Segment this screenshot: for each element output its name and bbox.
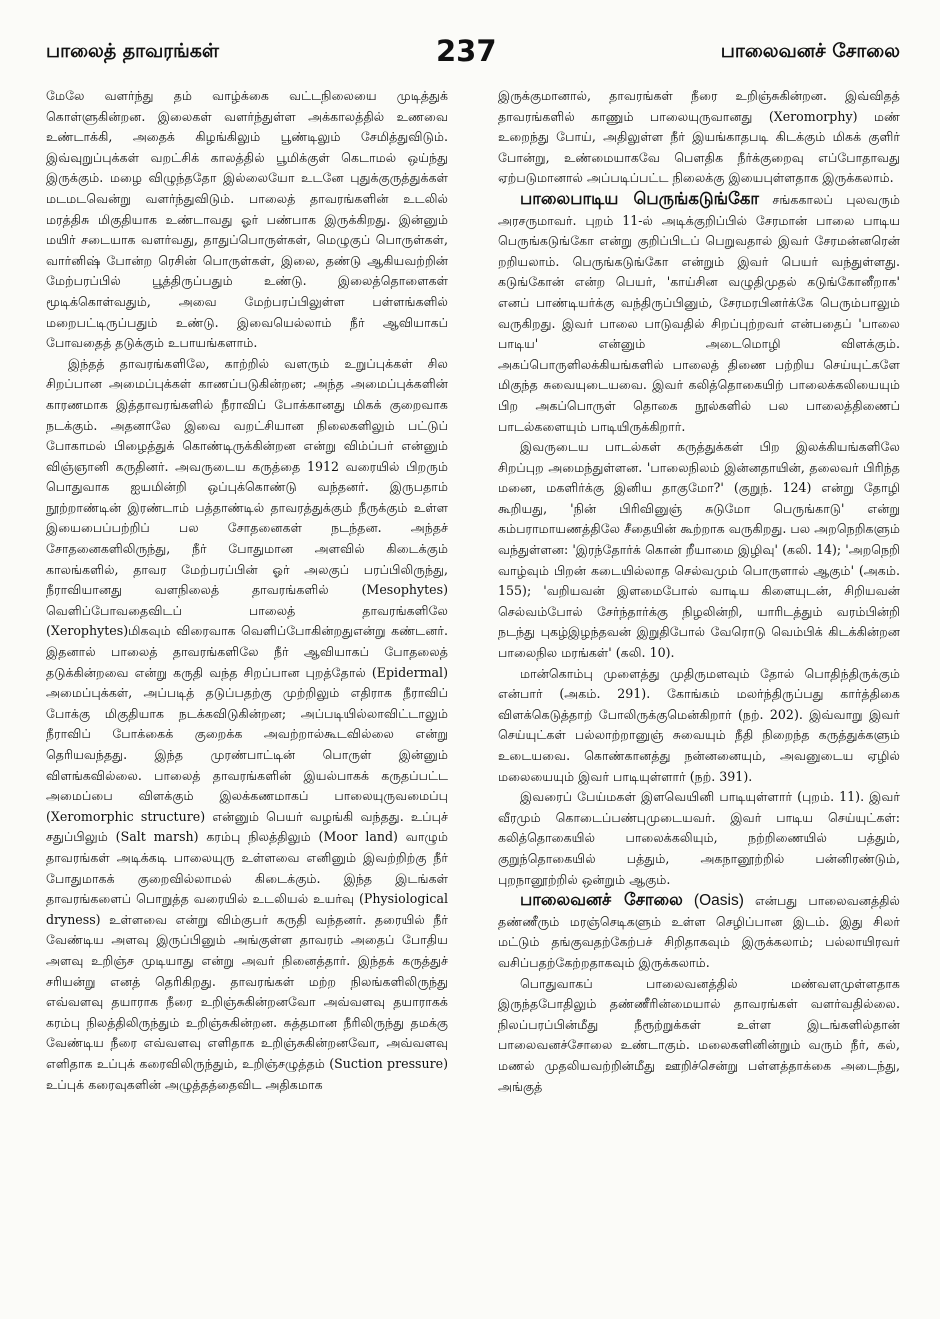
entry-text: சங்ககாலப் புலவரும் அரசருமாவர். புறம் 11-ல் அடிக்குறிப்பில் சேரமான் பாலை பாடிய பெருங்கடுங்கோ என்று குறிப்பிடப் பெறுவதால் இவர் சேரமன்னரென் றறியலாம். பெருங்கடுங்கோ என்றும் இவர் பெயர் வந்துள்ளது. கடுங்கோன் என்ற பெயர், 'காய்சின வழுதிமுதல் கடுங்கோனீறாக' எனப் பாண்டியர்க்கு வந்திருப்பினும், சேரமரபினர்க்கே பெரும்பாலும் வருகிறது. இவர் பாலை பாடுவதில் சிறப்புற்றவர் என்பதைப் 'பாலை பாடிய' என்னும் அடைமொழி விளக்கும். அகப்பொருளிலக்கியங்களில் பாலைத் திணை பற்றிய செய்யுட்களே மிகுந்த சுவையுடையவை. இவர் கலித்தொகையிற் பாலைக்கலியையும் பிற அகப்பொருள் தொகை நூல்களில் பல பாலைத்திணைப் பாடல்களையும் பாடியிருக்கிறார்.	[498, 191, 900, 434]
paragraph: மேலே வளர்ந்து தம் வாழ்க்கை வட்டநிலையை முடித்துக் கொள்ளுகின்றன. இலைகள் வளர்ந்துள்ள அக்காலத்தில் உணவை உண்டாக்கி, அதைக் கிழங்கிலும் பூண்டிலும் சேமித்துவிடும். இவ்வுறுப்புக்கள் வறட்சிக் காலத்தில் பூமிக்குள் கெடாமல் ஒய்ந்து இருக்கும். மழை விழுந்ததோ இல்லையோ உடனே புதுக்குருத்துக்கள் மடமடவென்று வளர்ந்துவிடும். பாலைத் தாவரங்களின் உடலில் மரத்திசு மிகுதியாக உண்டாவது ஓர் பண்பாக இருக்கிறது. இன்னும் மயிர் சடையாக வளர்வது, தாதுப்பொருள்கள், மெழுகுப் பொருள்கள், வார்னிஷ் போன்ற ரெசின் பொருள்கள், இலை, தண்டு ஆகியவற்றின் மேற்பரப்பில் பூத்திருப்பதும் உண்டு. இலைத்தொளைகள் மூடிக்கொள்வதும், அவை மேற்பரப்பிலுள்ள பள்ளங்களில் மறைபட்டிருப்பதும் உண்டு. இவையெல்லாம் நீர் ஆவியாகப் போவதைத் தடுக்கும் உபாயங்களாம்.	[46, 88, 448, 351]
entry-text: என்பது பாலைவனத்தில் தண்ணீரும் மரஞ்செடிகளும் உள்ள செழிப்பான இடம். இது சிலர் மட்டும் தங்குவதற்கேற்பச் சிறிதாகவும் இருக்கலாம்; பல்லாயிரவர் வசிப்பதற்கேற்றதாகவும் இருக்கலாம்.	[498, 893, 900, 970]
left-column	[46, 86, 448, 1291]
right-column	[498, 86, 900, 1291]
entry-paragraph	[498, 890, 900, 973]
entry-term-poet: பாலைபாடிய பெருங்கடுங்கோ	[520, 188, 760, 208]
page-header	[46, 34, 900, 86]
paragraph: மான்கொம்பு முளைத்து முதிருமளவும் தோல் பொதிந்திருக்கும் என்பார் (அகம். 291). கோங்கம் மலர்ந்திருப்பது கார்த்திகை விளக்கெடுத்தாற் போலிருக்குமென்கிறார் (நற். 202). இவ்வாறு இவர் செய்யுட்கள் பல்லாற்றானுஞ் சுவையும் நீதி நிறைந்த கருத்துக்களும் உடையவை. கொண்கானத்து நன்னனையும், அவனுடைய ஏழில் மலையையும் இவர் பாடியுள்ளார் (நற். 391).	[498, 665, 900, 784]
running-head-right: பாலைவனச் சோலை	[720, 40, 900, 62]
paragraph: இவருடைய பாடல்கள் கருத்துக்கள் பிற இலக்கியங்களிலே சிறப்புற அமைந்துள்ளன. 'பாலைநிலம் இன்னதாயின், தலைவர் பிரிந்த மனை, மகளிர்க்கு இனிய தாகுமோ?' (குறுந். 124) என்று தோழி கூறியது, 'நின் பிரிவினுஞ் சுடுமோ பெருங்காடு' என்று கம்பராமாயணத்திலே சீதையின் கூற்றாக வருகிறது. பல அறநெறிகளும் வந்துள்ளன: 'இரந்தோர்க் கொன் றீயாமை இழிவு' (கலி. 14); 'அறநெறி வாழ்வும் பிறன் கடையில்லாத செல்வமும் பொருளால் ஆகும்' (அகம். 155); 'வறியவன் இளமைபோல் வாடிய கிளையுடன், சிறியவன் செல்வம்போல் சேர்ந்தார்க்கு நிழலின்றி, யாரிடத்தும் வரம்பின்றி நடந்து புகழ்இழந்தவன் இறுதிபோல் வேரொடு வெம்பிக் கிடக்கின்றன பாலைநில மரங்கள்' (கலி. 10).	[498, 439, 900, 661]
paragraph: பொதுவாகப் பாலைவனத்தில் மண்வளமுள்ளதாக இருந்தபோதிலும் தண்ணீரின்மையால் தாவரங்கள் வளர்வதில்லை. நிலப்பரப்பின்மீது நீரூற்றுக்கள் உள்ள இடங்களில்தான் பாலைவனச்சோலை உண்டாகும். மலைகளினின்றும் வரும் நீர், கல், மணல் முதலியவற்றின்மீது ஊறிச்சென்று பள்ளத்தாக்கை அடைந்து, அங்குத்	[498, 975, 900, 1094]
running-head-left: பாலைத் தாவரங்கள்	[46, 40, 220, 62]
paragraph: இருக்குமானால், தாவரங்கள் நீரை உறிஞ்சுகின்றன. இவ்விதத் தாவரங்களில் காணும் பாலையுருவானது (Xeromorphy) மண் உறைந்து போய், அதிலுள்ள நீர் இயங்காதபடி கிடக்கும் மிகக் குளிர் போன்று, உண்மையாகவே பௌதிக நீர்க்குறைவு எப்போதாவது ஏற்படுமானால் அப்படிப்பட்ட நிலைக்கு இயைபுள்ளதாக இருக்கலாம்.	[498, 88, 900, 186]
paragraph: இவரைப் பேய்மகள் இளவெயினி பாடியுள்ளார் (புறம். 11). இவர் வீரமும் கொடைப்பண்புமுடையவர். இவர் பாடிய செய்யுட்கள்: கலித்தொகையில் பாலைக்கலியும், நற்றிணையில் பத்தும், குறுந்தொகையில் பத்தும், அகநானூற்றில் பன்னிரண்டும், புறநானூற்றில் ஒன்றும் ஆகும்.	[498, 789, 900, 887]
entry-term-oasis-english: (Oasis)	[693, 892, 744, 910]
two-column-body	[46, 86, 900, 1291]
paragraph: இந்தத் தாவரங்களிலே, காற்றில் வளரும் உறுப்புக்கள் சில சிறப்பான அமைப்புக்கள் காணப்படுகின்றன; அந்த அமைப்புக்களின் காரணமாக இத்தாவரங்களில் நீராவிப் போக்கானது மிகக் குறைவாக நடக்கும். அதனாலே இவை வறட்சியான நிலைகளிலும் பட்டுப் போகாமல் பிழைத்துக் கொண்டிருக்கின்றன என்று விம்ப்பர் என்னும் விஞ்ஞானி கருதினர். அவருடைய கருத்தை 1912 வரையில் பிறரும் பொதுவாக ஐயமின்றி ஒப்புக்கொண்டு வந்தனர். இருபதாம் நூற்றாண்டின் இரண்டாம் பத்தாண்டில் தாவரத்துக்கும் நீருக்கும் உள்ள இயைபைப்பற்றிப் பல சோதனைகள் நடந்தன. அந்தச் சோதனைகளிலிருந்து, நீர் போதுமான அளவில் கிடைக்கும் காலங்களில், தாவர மேற்பரப்பின் ஓர் அலகுப் பரப்பிலிருந்து, நீராவியானது வளநிலைத் தாவரங்களில் (Mesophytes) வெளிப்போவதைவிடப் பாலைத் தாவரங்களிலே (Xerophytes)மிகவும் விரைவாக வெளிப்போகின்றதுஎன்று கண்டனர். இதனால் பாலைத் தாவரங்களிலே நீர் ஆவியாகப் போதலைத் தடுக்கின்றவை என்று கருதி வந்த சிறப்பான புறத்தோல் (Epidermal) அமைப்புக்கள், அப்படித் தடுப்பதற்கு முற்றிலும் எதிராக நீராவிப் போக்கு மிகுதியாக நடக்கவிடுகின்றன; அப்படியில்லாவிட்டாலும் நீராவிப் போக்கைக் குறைக்க அவற்றால்கூடவில்லை என்று தெரியவந்தது. இந்த முரண்பாட்டின் பொருள் இன்னும் விளங்கவில்லை. பாலைத் தாவரங்களின் இயல்பாகக் கருதப்பட்ட அமைப்பை விளக்கும் இலக்கணமாகப் பாலையுருவமைப்பு (Xeromorphic structure) என்னும் பெயர் வழங்கி வந்தது. உப்புச் சதுப்பிலும் (Salt marsh) கரம்பு நிலத்திலும் (Moor land) வாழும் தாவரங்கள் அடிக்கடி பாலையுரு உள்ளவை எனினும் இவற்றிற்கு நீர் போதுமாகக் குறைவில்லாமல் கிடைக்கும். இந்த இடங்கள் தாவரங்களைப் பொறுத்த வரையில் உடலியல் உயர்வு (Physiological dryness) உள்ளவை என்று விம்குபர் கருதி வந்தனர். தரையில் நீர் வேண்டிய அளவு இருப்பினும் அங்குள்ள தாவரம் அதைப் போதிய அளவு உறிஞ்ச முடியாது என்று அவர் நினைத்தார். இந்தக் கருத்துச் சரியன்று எனத் தெரிகிறது. தாவரங்கள் மற்ற நிலங்களிலிருந்து எவ்வளவு தயாராக நீரை உறிஞ்சுகின்றனவோ அவ்வளவு தயாராகக் கரம்பு நிலத்திலிருந்தும் உறிஞ்சுகின்றன. சுத்தமான நீரிலிருந்து தமக்கு வேண்டிய நீரை எவ்வளவு எளிதாக உறிஞ்சுகின்றனவோ, அவ்வளவு எளிதாக உப்புக் கரைவிலிருந்தும், உறிஞ்சழுத்தம் (Suction pressure) உப்புக் கரைவுகளின் அழுத்தத்தைவிட அதிகமாக	[46, 355, 448, 1092]
page-number: 237	[436, 34, 497, 68]
entry-term-oasis: பாலைவனச் சோலை	[520, 890, 683, 910]
entry-paragraph	[498, 189, 900, 437]
